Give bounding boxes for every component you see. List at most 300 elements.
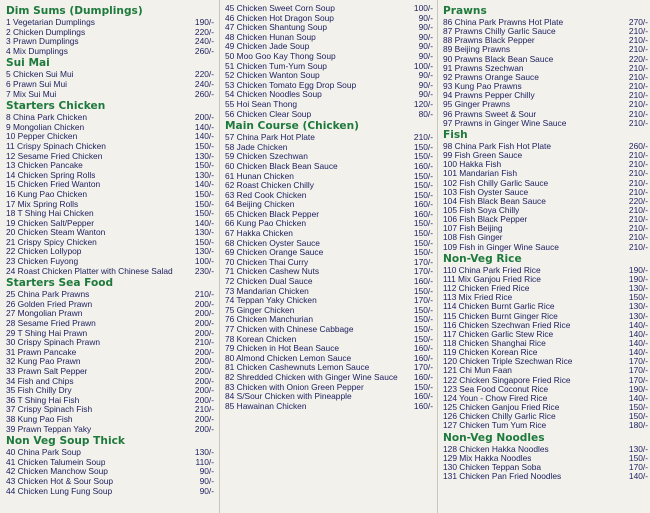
menu-item (225, 210, 433, 220)
menu-item (443, 110, 648, 119)
menu-item-name: 121 Chi Mun Faan (443, 366, 512, 376)
menu-item-name: 54 Chicken Noodles Soup (225, 90, 322, 100)
menu-item (6, 123, 214, 133)
menu-item (6, 458, 214, 468)
menu-item-price: 150/- (194, 236, 214, 247)
menu-item (443, 197, 648, 206)
menu-item-name: 104 Fish Black Bean Sauce (443, 196, 546, 206)
menu-item-name: 1 Vegetarian Dumplings (6, 18, 95, 27)
menu-item (225, 306, 433, 316)
menu-item (225, 354, 433, 364)
menu-item (225, 110, 433, 120)
menu-item (6, 219, 214, 229)
menu-item-name: 66 Kung Pao Chicken (225, 219, 307, 229)
menu-item (225, 267, 433, 277)
menu-item-name: 88 Prawns Black Pepper (443, 36, 535, 46)
menu-item (6, 329, 214, 339)
menu-item-name: 112 Chicken Fried Rice (443, 284, 530, 294)
menu-item (225, 287, 433, 297)
menu-item-price: 210/- (628, 214, 648, 225)
menu-item-price: 210/- (628, 177, 648, 188)
menu-item (443, 321, 648, 330)
menu-item-price: 170/- (628, 365, 648, 376)
menu-item-price: 140/- (628, 319, 648, 330)
menu-item-price: 90/- (418, 79, 433, 90)
menu-item-name: 31 Prawn Pancake (6, 347, 77, 357)
menu-item-name: 90 Prawns Black Bean Sauce (443, 54, 554, 64)
menu-column-1 (6, 4, 214, 496)
menu-item-name: 58 Jade Chicken (225, 142, 288, 152)
menu-item-name: 8 China Park Chicken (6, 113, 87, 123)
menu-column-2 (225, 4, 433, 411)
menu-item-price: 150/- (413, 285, 433, 296)
menu-item-price: 220/- (628, 195, 648, 206)
menu-item-price: 160/- (413, 391, 433, 402)
menu-item-price: 100/- (194, 256, 214, 267)
menu-item-price: 150/- (194, 188, 214, 199)
menu-item (443, 91, 648, 100)
menu-item-name: 12 Sesame Fried Chicken (6, 151, 103, 161)
menu-item (443, 27, 648, 36)
menu-item-name: 120 Chicken Triple Szechwan Rice (443, 357, 573, 367)
menu-item-name: 20 Chicken Steam Wanton (6, 228, 106, 238)
menu-item-price: 130/- (194, 169, 214, 180)
menu-item-name: 126 Chicken Chilly Garlic Rice (443, 412, 556, 422)
menu-item-price: 140/- (628, 392, 648, 403)
menu-item-name: 42 Chicken Manchow Soup (6, 467, 108, 477)
menu-item-price: 170/- (413, 256, 433, 267)
menu-item (225, 33, 433, 43)
menu-item-price: 210/- (628, 62, 648, 73)
menu-item (6, 309, 214, 319)
menu-item-name: 78 Korean Chicken (225, 334, 297, 344)
menu-item-price: 150/- (413, 324, 433, 334)
menu-item-price: 200/- (194, 423, 214, 434)
menu-item-name: 79 Chicken in Hot Bean Sauce (225, 344, 340, 354)
menu-item-name: 39 Prawn Teppan Yaky (6, 424, 92, 434)
menu-item-price: 90/- (418, 70, 433, 81)
menu-item (6, 367, 214, 377)
menu-item-price: 210/- (194, 404, 214, 415)
section-heading: Main Course (Chicken) (225, 120, 359, 133)
menu-item (225, 4, 433, 14)
menu-item-name: 21 Crispy Spicy Chicken (6, 237, 97, 247)
menu-item-name: 82 Shredded Chicken with Ginger Wine Sauce (225, 372, 398, 382)
menu-item-price: 150/- (628, 292, 648, 303)
menu-item-name: 35 Fish Chilly Dry (6, 386, 72, 396)
menu-item-price: 270/- (628, 17, 648, 27)
menu-item (6, 448, 214, 458)
menu-item (443, 421, 648, 430)
section-heading: Starters Chicken (6, 100, 106, 113)
menu-item (225, 81, 433, 91)
menu-item-name: 52 Chicken Wanton Soup (225, 71, 320, 81)
menu-item-price: 100/- (413, 60, 433, 71)
menu-item-name: 19 Chicken Salt/Pepper (6, 218, 94, 228)
menu-item-name: 73 Mandarian Chicken (225, 286, 309, 296)
menu-item (225, 296, 433, 306)
menu-item-price: 170/- (628, 461, 648, 472)
menu-item-name: 72 Chicken Dual Sauce (225, 277, 313, 287)
menu-item (225, 344, 433, 354)
menu-item-name: 10 Pepper Chicken (6, 132, 78, 142)
menu-item (443, 64, 648, 73)
menu-item-name: 4 Mix Dumplings (6, 46, 68, 56)
menu-item-name: 18 T Shing Hai Chicken (6, 209, 94, 219)
menu-item-price: 200/- (194, 413, 214, 424)
menu-column-3 (443, 4, 648, 481)
menu-item (6, 18, 214, 28)
menu-item (6, 405, 214, 415)
menu-item (443, 233, 648, 242)
menu-item-price: 190/- (194, 17, 214, 27)
menu-item-price: 150/- (413, 218, 433, 229)
menu-item (225, 42, 433, 52)
menu-item-price: 260/- (194, 88, 214, 99)
menu-item-price: 170/- (413, 295, 433, 306)
menu-item (443, 55, 648, 64)
menu-item (6, 377, 214, 387)
menu-item-name: 106 Fish Black Pepper (443, 215, 528, 225)
menu-item (443, 100, 648, 109)
menu-item (443, 215, 648, 224)
menu-item-name: 86 China Park Prawns Hot Plate (443, 18, 564, 27)
menu-item-name: 93 Kung Pao Prawns (443, 82, 522, 92)
menu-item-name: 49 Chicken Jade Soup (225, 42, 310, 52)
menu-item-name: 51 Chicken Tum-Yum Soup (225, 61, 327, 71)
menu-item-price: 130/- (628, 283, 648, 294)
menu-item (443, 275, 648, 284)
section-heading: Non-Veg Rice (443, 252, 522, 265)
menu-item-name: 47 Chicken Shantung Soup (225, 23, 327, 33)
menu-item-name: 105 Fish Soya Chilly (443, 205, 520, 215)
menu-item-name: 74 Teppan Yaky Chicken (225, 296, 317, 306)
menu-item (6, 290, 214, 300)
menu-item-price: 210/- (628, 117, 648, 128)
menu-item-name: 25 China Park Prawns (6, 290, 90, 300)
menu-item (443, 330, 648, 339)
menu-item-price: 210/- (194, 289, 214, 300)
menu-item-name: 111 Mix Ganjou Fried Rice (443, 274, 541, 284)
menu-item-price: 80/- (418, 108, 433, 119)
menu-item (225, 181, 433, 191)
menu-item-name: 89 Beijing Prawns (443, 45, 511, 55)
menu-item (6, 319, 214, 329)
menu-item-price: 150/- (194, 140, 214, 151)
menu-item (225, 172, 433, 182)
menu-item-name: 61 Hunan Chicken (225, 171, 294, 181)
menu-item-price: 170/- (628, 356, 648, 367)
menu-item-price: 200/- (194, 366, 214, 376)
menu-item-price: 190/- (628, 273, 648, 284)
menu-item-price: 140/- (628, 347, 648, 358)
menu-item-name: 71 Chicken Cashew Nuts (225, 267, 320, 277)
menu-item-name: 125 Chicken Ganjou Fried Rice (443, 403, 560, 413)
menu-item-price: 140/- (194, 217, 214, 228)
menu-item-price: 210/- (628, 241, 648, 252)
menu-item-price: 150/- (194, 198, 214, 209)
menu-item-price: 160/- (413, 208, 433, 219)
menu-item-name: 7 Mix Sui Mui (6, 89, 57, 99)
menu-item (225, 200, 433, 210)
menu-item-name: 3 Prawn Dumplings (6, 37, 79, 47)
menu-item-price: 130/- (194, 227, 214, 238)
menu-item (6, 209, 214, 219)
menu-item-price: 210/- (628, 90, 648, 101)
menu-item (225, 277, 433, 287)
menu-item-price: 230/- (194, 265, 214, 276)
menu-item-price: 140/- (628, 328, 648, 339)
menu-item (443, 385, 648, 394)
menu-item-price: 210/- (628, 44, 648, 55)
menu-item (443, 18, 648, 27)
menu-item-price: 150/- (628, 402, 648, 413)
menu-item (225, 239, 433, 249)
menu-item-name: 100 Hakka Fish (443, 160, 502, 170)
menu-item-price: 210/- (194, 337, 214, 348)
menu-item (6, 171, 214, 181)
menu-item (225, 90, 433, 100)
menu-item-name: 124 Youn - Chow Fired Rice (443, 393, 548, 403)
menu-item (225, 229, 433, 239)
section-heading: Non Veg Soup Thick (6, 435, 125, 448)
menu-item-name: 130 Chicken Teppan Soba (443, 462, 542, 472)
menu-item-price: 140/- (628, 338, 648, 348)
column-divider (219, 0, 220, 513)
menu-item (6, 386, 214, 396)
menu-item (6, 267, 214, 277)
menu-item (225, 325, 433, 335)
section-heading: Non-Veg Noodles (443, 431, 545, 444)
menu-item-name: 60 Chicken Black Bean Sauce (225, 161, 338, 171)
menu-item-name: 98 China Park Fish Hot Plate (443, 141, 551, 151)
menu-item-name: 99 Fish Green Sauce (443, 151, 523, 161)
menu-item-price: 200/- (194, 356, 214, 367)
menu-item (443, 266, 648, 275)
menu-item-price: 130/- (194, 150, 214, 161)
menu-item-name: 43 Chicken Hot & Sour Soup (6, 476, 114, 486)
menu-item-price: 170/- (413, 266, 433, 277)
menu-item-name: 85 Hawainan Chicken (225, 401, 307, 411)
menu-item-name: 94 Prawns Pepper Chilly (443, 91, 535, 101)
menu-item-name: 15 Chicken Fried Wanton (6, 180, 101, 190)
menu-item (6, 180, 214, 190)
menu-item (443, 412, 648, 421)
menu-item-price: 90/- (418, 41, 433, 52)
menu-item (6, 28, 214, 38)
menu-item-price: 150/- (628, 452, 648, 463)
menu-item (443, 206, 648, 215)
menu-item-price: 130/- (628, 301, 648, 312)
menu-item-name: 76 Chicken Manchurian (225, 315, 313, 325)
menu-item-price: 100/- (413, 3, 433, 13)
menu-item-price: 90/- (199, 485, 214, 496)
menu-item-name: 67 Hakka Chicken (225, 229, 293, 239)
menu-item-name: 84 S/Sour Chicken with Pineapple (225, 392, 352, 402)
menu-item-price: 160/- (413, 160, 433, 171)
menu-item-name: 92 Prawns Orange Sauce (443, 72, 539, 82)
menu-item (443, 36, 648, 45)
menu-item (6, 415, 214, 425)
menu-item (443, 45, 648, 54)
menu-item (225, 14, 433, 24)
menu-item-price: 170/- (628, 374, 648, 385)
menu-item-name: 80 Almond Chicken Lemon Sauce (225, 353, 352, 363)
menu-item-price: 160/- (413, 343, 433, 354)
menu-item-price: 140/- (628, 471, 648, 482)
menu-item-name: 36 T Shing Hai Fish (6, 395, 80, 405)
menu-item (6, 90, 214, 100)
menu-item (443, 339, 648, 348)
menu-item-price: 90/- (418, 12, 433, 23)
menu-item (6, 80, 214, 90)
menu-item-price: 210/- (628, 81, 648, 92)
menu-item (225, 191, 433, 201)
menu-item-name: 108 Fish Ginger (443, 233, 503, 243)
menu-item-price: 130/- (194, 447, 214, 458)
menu-item-price: 220/- (194, 26, 214, 37)
menu-item-name: 17 Mix Spring Rolls (6, 199, 79, 209)
menu-item-name: 83 Chicken with Onion Green Pepper (225, 382, 364, 392)
menu-item (443, 119, 648, 128)
menu-item-price: 150/- (413, 237, 433, 248)
menu-item (6, 477, 214, 487)
menu-item (225, 133, 433, 143)
menu-item (225, 71, 433, 81)
menu-item-price: 200/- (194, 318, 214, 329)
menu-item (6, 396, 214, 406)
menu-item-name: 87 Prawns Chilly Garlic Sauce (443, 27, 556, 37)
menu-item (225, 373, 433, 383)
menu-item-price: 150/- (194, 160, 214, 171)
menu-item-name: 50 Moo Goo Kay Thong Soup (225, 51, 336, 61)
menu-item-price: 190/- (628, 264, 648, 275)
menu-item-price: 210/- (628, 186, 648, 197)
menu-item-price: 90/- (199, 466, 214, 477)
menu-item-name: 46 Chicken Hot Dragon Soup (225, 13, 334, 23)
menu-item (6, 425, 214, 435)
menu-item (443, 445, 648, 454)
menu-item (443, 312, 648, 321)
menu-item-name: 129 Mix Hakka Noodles (443, 453, 532, 463)
menu-item-price: 210/- (413, 132, 433, 143)
menu-item-price: 110/- (195, 456, 214, 467)
menu-item-price: 160/- (413, 400, 433, 411)
menu-item (443, 403, 648, 412)
menu-item-price: 210/- (628, 223, 648, 234)
menu-item-name: 117 Chicken Garlic Stew Rice (443, 329, 554, 339)
menu-item (225, 162, 433, 172)
menu-item-price: 130/- (628, 310, 648, 321)
menu-item (6, 348, 214, 358)
menu-item-price: 190/- (628, 383, 648, 394)
menu-item-price: 170/- (413, 362, 433, 373)
menu-item (6, 357, 214, 367)
menu-item-price: 180/- (628, 420, 648, 431)
menu-item (6, 37, 214, 47)
menu-item-price: 130/- (194, 246, 214, 257)
menu-item-name: 41 Chicken Talumein Soup (6, 457, 106, 467)
menu-item-name: 23 Chicken Fuyong (6, 257, 79, 267)
menu-item (443, 293, 648, 302)
menu-item-price: 120/- (413, 98, 433, 109)
menu-item-name: 34 Fish and Chips (6, 376, 74, 386)
menu-item (6, 142, 214, 152)
menu-item (443, 151, 648, 160)
menu-item-name: 103 Fish Oyster Sauce (443, 187, 529, 197)
menu-item (225, 383, 433, 393)
menu-item (6, 47, 214, 57)
menu-item-price: 210/- (628, 232, 648, 243)
menu-item-name: 113 Mix Fried Rice (443, 293, 513, 303)
menu-item (443, 302, 648, 311)
menu-item-name: 110 China Park Fried Rice (443, 265, 541, 275)
menu-item (6, 190, 214, 200)
menu-item-price: 200/- (194, 298, 214, 309)
menu-item-name: 38 Kung Pao Fish (6, 414, 73, 424)
menu-item (6, 152, 214, 162)
menu-item (6, 113, 214, 123)
menu-item (443, 376, 648, 385)
menu-item-name: 32 Kung Pao Prawn (6, 357, 81, 367)
menu-item (443, 394, 648, 403)
menu-item (6, 257, 214, 267)
menu-item (225, 23, 433, 33)
menu-item-price: 200/- (194, 394, 214, 405)
menu-item-name: 114 Chicken Burnt Garlic Rice (443, 302, 555, 312)
menu-item-price: 260/- (628, 140, 648, 151)
menu-item (443, 160, 648, 169)
menu-item-name: 6 Prawn Sui Mui (6, 79, 67, 89)
menu-item (443, 82, 648, 91)
menu-item-price: 200/- (194, 308, 214, 319)
menu-item (443, 284, 648, 293)
menu-item (6, 338, 214, 348)
menu-item-name: 37 Crispy Spinach Fish (6, 405, 93, 415)
section-heading: Dim Sums (Dumplings) (6, 5, 143, 17)
menu-item-name: 95 Ginger Prawns (443, 100, 511, 110)
menu-item-name: 14 Chicken Spring Rolls (6, 170, 96, 180)
menu-item (6, 487, 214, 497)
menu-item-price: 150/- (413, 314, 433, 325)
menu-item-name: 26 Golden Fried Prawn (6, 299, 93, 309)
column-divider (437, 0, 438, 513)
menu-item (6, 200, 214, 210)
menu-item-name: 109 Fish in Ginger Wine Sauce (443, 242, 559, 252)
menu-item-price: 240/- (194, 36, 214, 47)
menu-item (6, 132, 214, 142)
menu-item-price: 210/- (628, 71, 648, 82)
menu-item-name: 101 Mandarian Fish (443, 169, 518, 179)
menu-item-name: 30 Crispy Spinach Prawn (6, 338, 101, 348)
menu-item (225, 363, 433, 373)
menu-item-price: 90/- (418, 89, 433, 100)
menu-item-name: 22 Chicken Lollypop (6, 247, 82, 257)
menu-item-name: 75 Ginger Chicken (225, 305, 295, 315)
menu-item (225, 258, 433, 268)
menu-item (443, 224, 648, 233)
menu-item-price: 90/- (418, 22, 433, 33)
menu-item-name: 33 Prawn Salt Pepper (6, 367, 88, 376)
menu-item (6, 228, 214, 238)
menu-item-name: 55 Hoi Sean Thong (225, 99, 298, 109)
menu-item-price: 200/- (194, 112, 214, 123)
menu-item (225, 52, 433, 62)
menu-item-name: 27 Mongolian Prawn (6, 309, 83, 319)
menu-item-name: 131 Chicken Pan Fried Noodles (443, 472, 562, 482)
menu-item (6, 238, 214, 248)
section-heading: Prawns (443, 5, 487, 17)
